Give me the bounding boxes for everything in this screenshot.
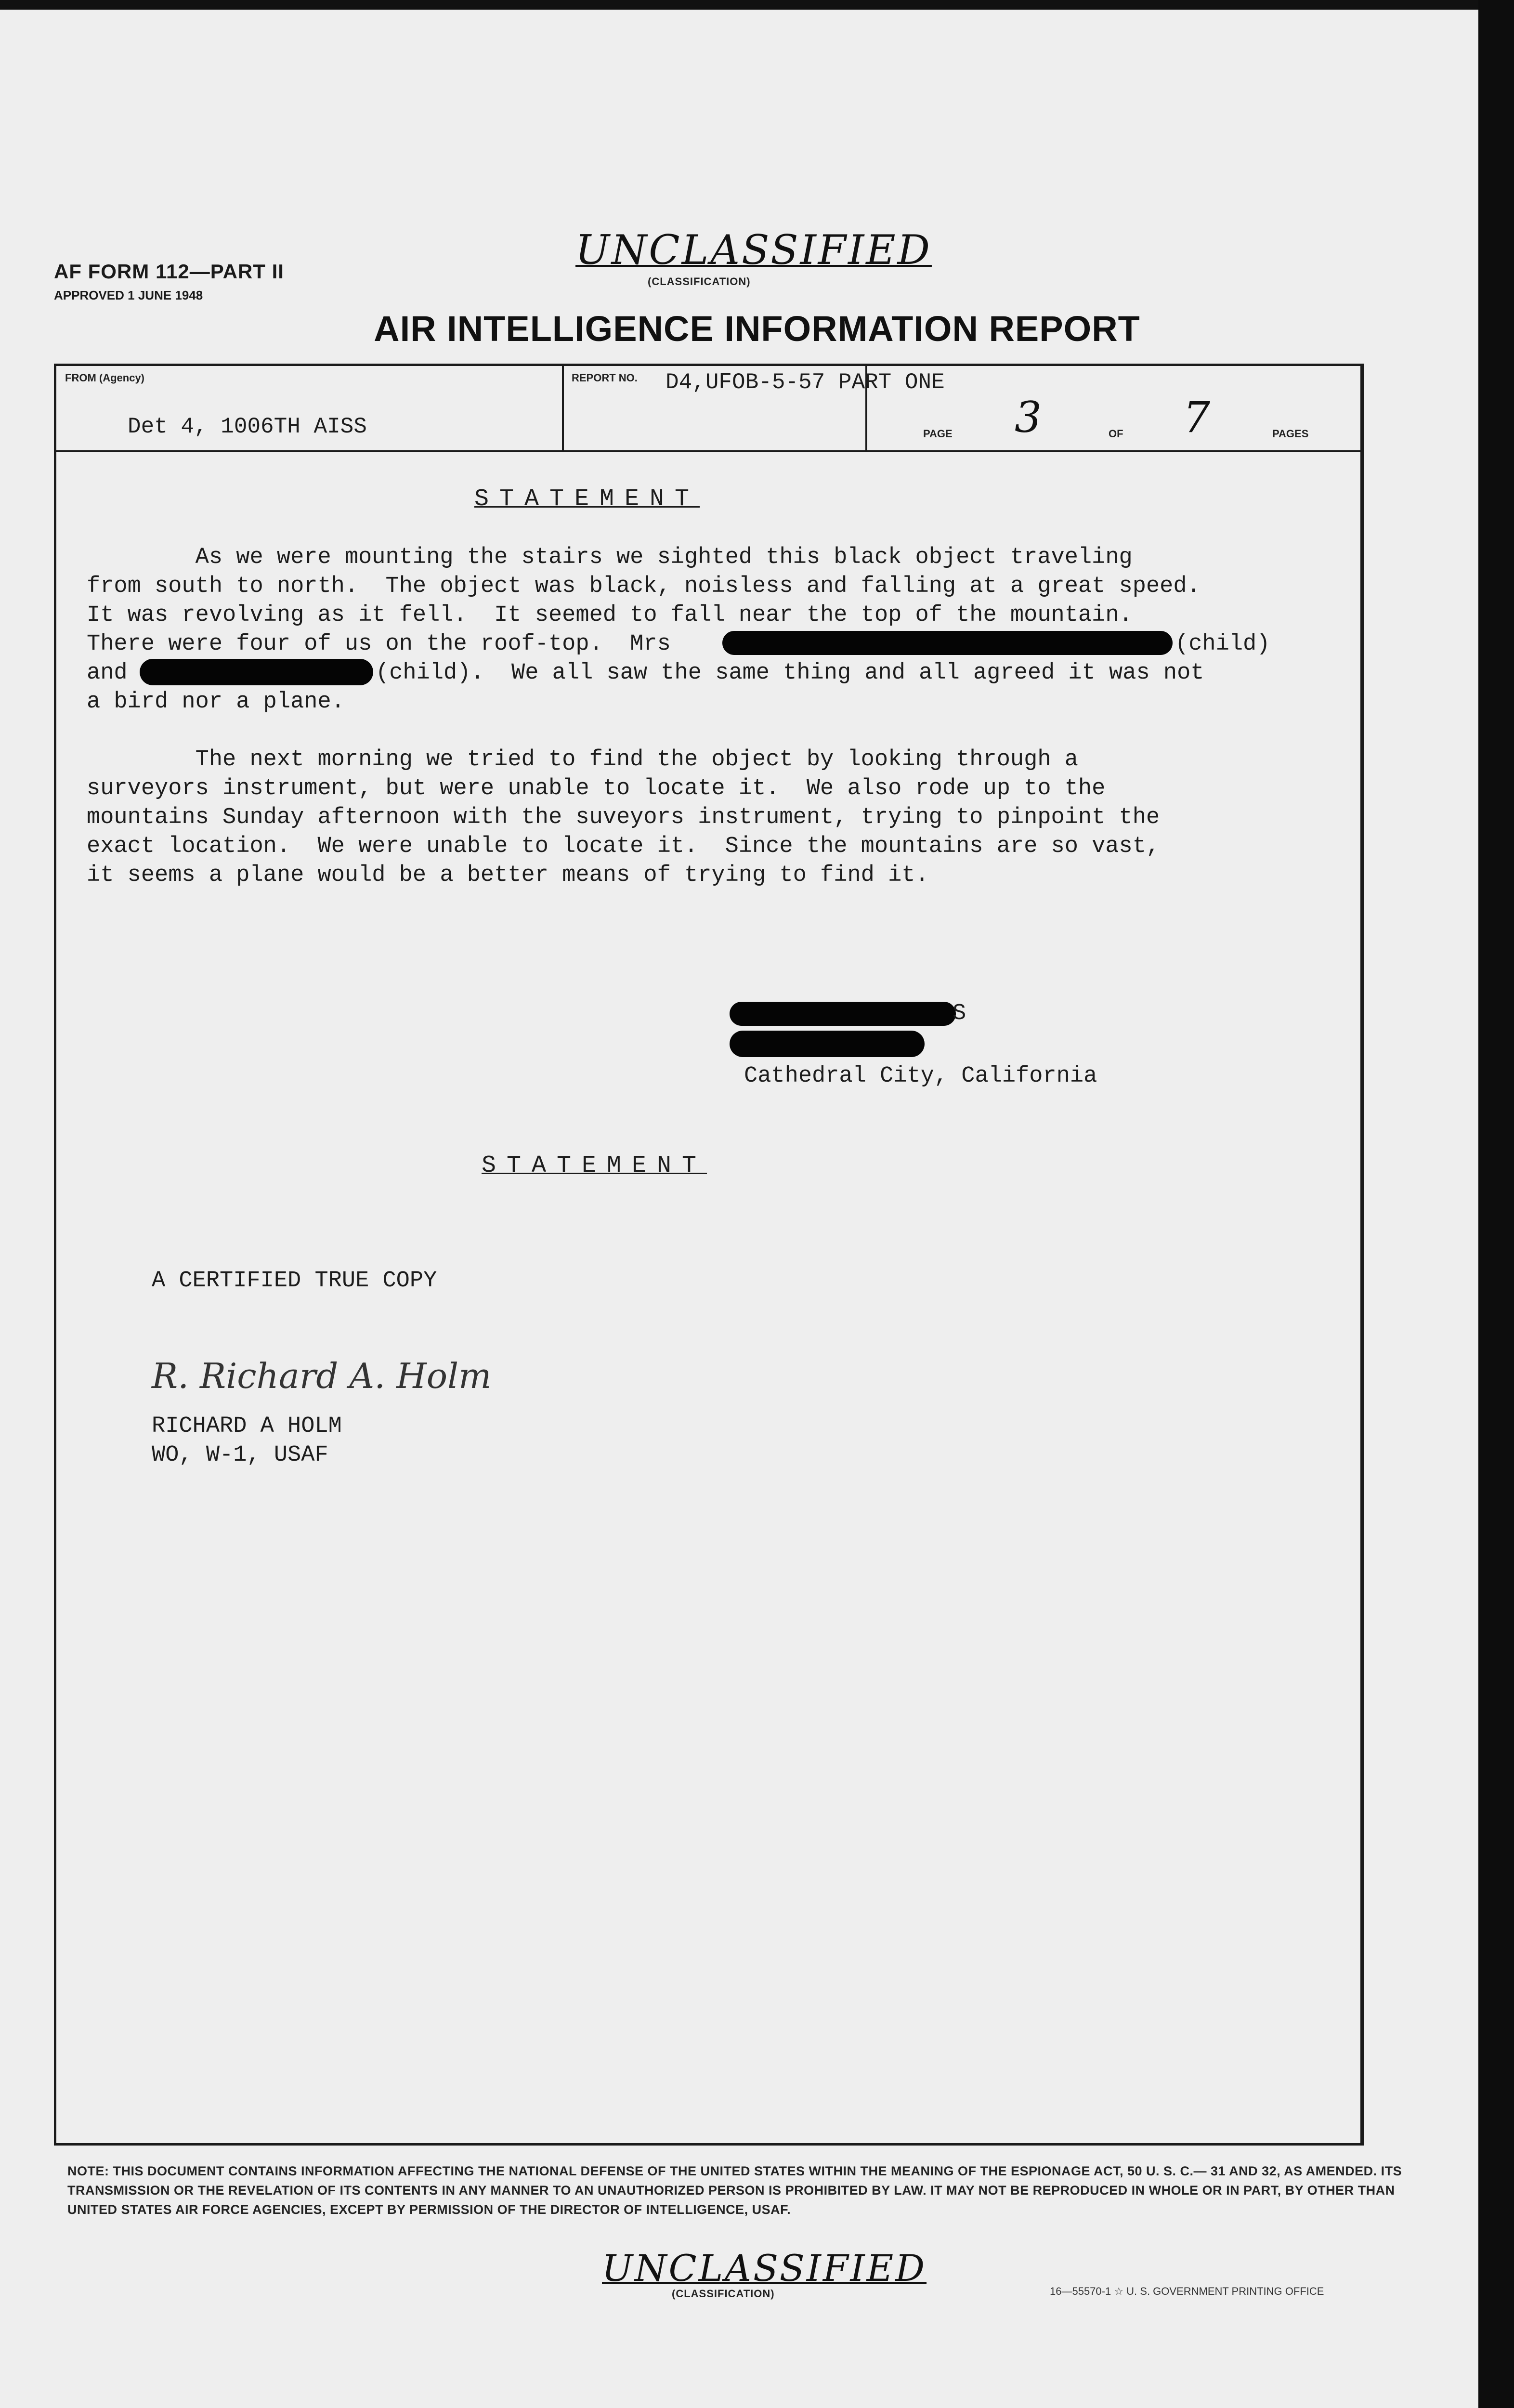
statement-line: surveyors instrument, but were unable to locate it. We also rode up to the [87, 776, 1106, 801]
handwritten-signature: R. Richard A. Holm [152, 1356, 492, 1396]
statement-line: (child). We all saw the same thing and all agreed it was not [376, 660, 1204, 686]
form-approved-date: APPROVED 1 JUNE 1948 [54, 288, 203, 302]
security-notice [67, 2161, 1406, 2219]
from-label: FROM (Agency) [65, 372, 144, 384]
statement-line: (child) [1175, 631, 1270, 657]
statement-heading: STATEMENT [482, 1152, 707, 1179]
certified-copy: A CERTIFIED TRUE COPY [152, 1268, 437, 1294]
header-column-divider [562, 366, 564, 450]
classification-label-top: (CLASSIFICATION) [648, 275, 751, 288]
printing-office-line: 16—55570-1 ☆ U. S. GOVERNMENT PRINTING OFFICE [1050, 2285, 1324, 2297]
redaction-bar [730, 1031, 925, 1057]
signature-rank: WO, W-1, USAF [152, 1442, 328, 1468]
statement-line: mountains Sunday afternoon with the suveyors instrument, trying to pinpoint the [87, 805, 1160, 830]
page-label: PAGE [923, 428, 953, 440]
note-text: THIS DOCUMENT CONTAINS INFORMATION AFFECTING THE NATIONAL DEFENSE OF THE UNITED STATES WITHIN THE MEANING OF THE ESPIONAGE ACT, 50 U. S. C.— 31 AND 32, AS AMENDED. ITS TRANSMISSION OR THE REVELATION OF ITS CONTENTS IN ANY MANNER TO AN UNAUTHORIZED PERSON IS PROHIBITED BY LAW. IT MAY NOT BE REPRODUCED IN WHOLE OR IN PART, BY OTHER THAN UNITED STATES AIR FORCE AGENCIES, EXCEPT BY PERMISSION OF THE DIRECTOR OF INTELLIGENCE, USAF. [67, 2164, 1402, 2217]
pages-label: PAGES [1272, 428, 1309, 440]
redaction-bar [722, 631, 1173, 655]
redaction-bar [730, 1002, 956, 1026]
statement-line: from south to north. The object was black, noisless and falling at a great speed. [87, 574, 1201, 599]
of-label: OF [1109, 428, 1123, 440]
signer-location: Cathedral City, California [744, 1063, 1097, 1089]
header-divider [56, 450, 1360, 452]
statement-line: it seems a plane would be a better means of trying to find it. [87, 863, 929, 888]
classification-stamp-top: UNCLASSIFIED [575, 226, 932, 274]
signer-suffix: S [953, 1001, 966, 1026]
statement-heading: STATEMENT [474, 485, 700, 513]
statement-line: As we were mounting the stairs we sighted this black object traveling [87, 545, 1133, 570]
report-no-label: REPORT NO. [572, 372, 638, 384]
statement-line: It was revolving as it fell. It seemed to fall near the top of the mountain. [87, 602, 1133, 628]
statement-line: There were four of us on the roof-top. Mrs [87, 631, 671, 657]
statement-line: a bird nor a plane. [87, 689, 345, 715]
statement-line: and [87, 660, 128, 686]
statement-line: The next morning we tried to find the object by looking through a [87, 747, 1078, 772]
classification-label-bottom: (CLASSIFICATION) [672, 2288, 775, 2300]
redaction-bar [140, 659, 373, 685]
form-id: AF FORM 112—PART II [54, 260, 284, 283]
page-total: 7 [1183, 393, 1210, 442]
classification-stamp-bottom: UNCLASSIFIED [602, 2247, 927, 2290]
signature-name: RICHARD A HOLM [152, 1413, 342, 1439]
note-label: NOTE: [67, 2164, 109, 2178]
scan-edge [1478, 0, 1514, 2408]
statement-line: exact location. We were unable to locate it. Since the mountains are so vast, [87, 834, 1160, 859]
report-title: AIR INTELLIGENCE INFORMATION REPORT [374, 309, 1140, 349]
report-no-value: D4,UFOB-5-57 PART ONE [666, 370, 945, 395]
from-value: Det 4, 1006TH AISS [128, 414, 367, 439]
page-number: 3 [1015, 393, 1042, 442]
